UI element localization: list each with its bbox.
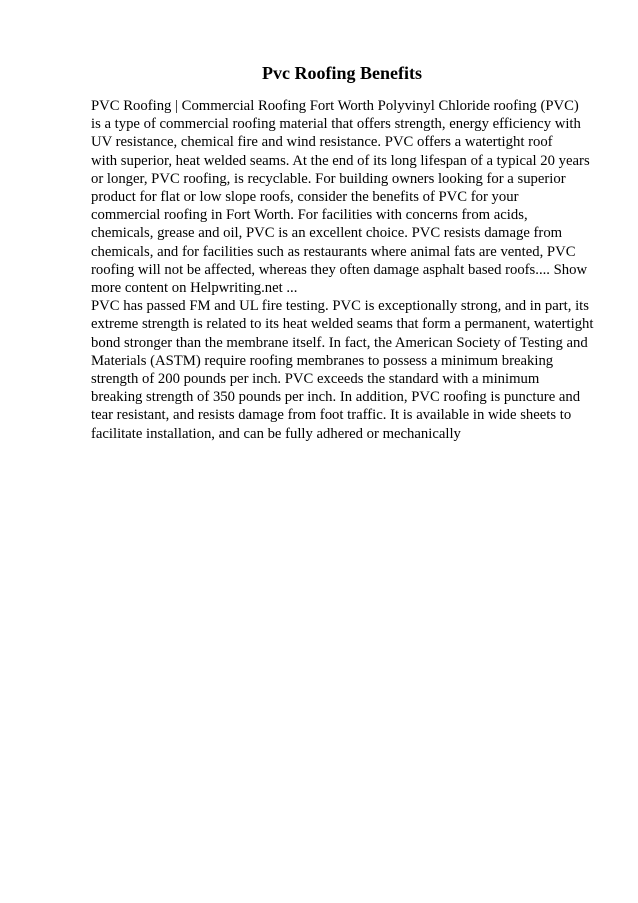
body-line: PVC has passed FM and UL fire testing. PVC is exceptionally strong, and in part, its: [91, 298, 589, 315]
body-line: breaking strength of 350 pounds per inch. In addition, PVC roofing is puncture and: [91, 389, 581, 406]
body-line: commercial roofing in Fort Worth. For facilities with concerns from acids,: [91, 207, 528, 224]
body-line: strength of 200 pounds per inch. PVC exceeds the standard with a minimum: [91, 371, 540, 388]
body-line: more content on Helpwriting.net ...: [91, 280, 298, 297]
document-body: [91, 97, 611, 443]
body-line: roofing will not be affected, whereas they often damage asphalt based roofs.... Show: [91, 261, 588, 278]
body-line: UV resistance, chemical fire and wind resistance. PVC offers a watertight roof: [91, 134, 553, 151]
body-line: bond stronger than the membrane itself. In fact, the American Society of Testing and: [91, 334, 588, 351]
body-line: with superior, heat welded seams. At the end of its long lifespan of a typical 20 years: [91, 152, 590, 169]
body-line: tear resistant, and resists damage from foot traffic. It is available in wide sheets to: [91, 407, 572, 424]
body-line: extreme strength is related to its heat welded seams that form a permanent, watertight: [91, 316, 594, 333]
body-line: or longer, PVC roofing, is recyclable. For building owners looking for a superior: [91, 170, 566, 187]
document-title: Pvc Roofing Benefits: [262, 63, 422, 83]
body-line: chemicals, and for facilities such as restaurants where animal fats are vented, PVC: [91, 243, 576, 260]
body-line: product for flat or low slope roofs, consider the benefits of PVC for your: [91, 189, 519, 206]
body-line: PVC Roofing | Commercial Roofing Fort Worth Polyvinyl Chloride roofing (PVC): [91, 98, 579, 114]
body-line: is a type of commercial roofing material that offers strength, energy efficiency with: [91, 116, 581, 133]
body-line: Materials (ASTM) require roofing membranes to possess a minimum breaking: [91, 352, 554, 369]
body-line: chemicals, grease and oil, PVC is an excellent choice. PVC resists damage from: [91, 225, 563, 242]
body-line: facilitate installation, and can be fully adhered or mechanically: [91, 425, 461, 442]
